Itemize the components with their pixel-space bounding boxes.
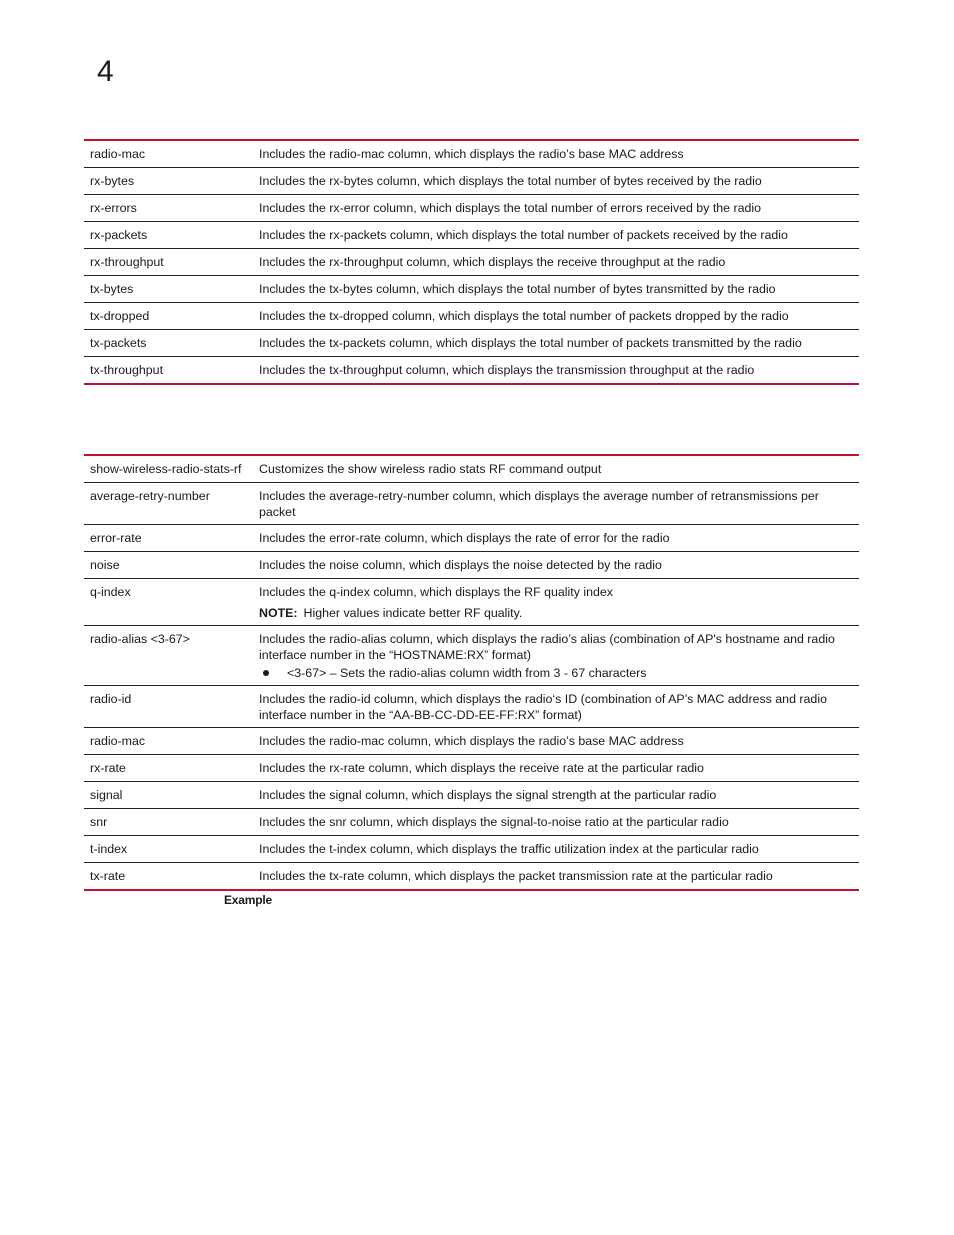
param-name: t-index (84, 836, 253, 863)
table-row (84, 168, 859, 195)
param-description: Includes the radio-id column, which displays the radio‘s ID (combination of AP’s MAC address and radio interface number in the “AA-BB-CC-DD-EE-FF:RX” format) (253, 686, 859, 728)
chapter-number: 4 (97, 55, 114, 88)
param-description: Includes the radio-mac column, which displays the radio’s base MAC address (253, 140, 859, 168)
param-name: tx-dropped (84, 303, 253, 330)
param-description: Includes the rx-packets column, which displays the total number of packets received by the radio (253, 222, 859, 249)
table-row (84, 249, 859, 276)
bullet-item (259, 665, 851, 681)
table-row (84, 552, 859, 579)
param-description: Includes the rx-bytes column, which displays the total number of bytes received by the radio (253, 168, 859, 195)
param-name: snr (84, 809, 253, 836)
table-row (84, 809, 859, 836)
param-name: rx-bytes (84, 168, 253, 195)
param-description: Includes the snr column, which displays the signal-to-noise ratio at the particular radio (253, 809, 859, 836)
param-name: radio-id (84, 686, 253, 728)
param-description: Includes the radio-mac column, which displays the radio’s base MAC address (253, 728, 859, 755)
param-description: Includes the noise column, which displays the noise detected by the radio (253, 552, 859, 579)
table-row (84, 836, 859, 863)
param-name: rx-rate (84, 755, 253, 782)
param-name: tx-throughput (84, 357, 253, 385)
param-description: Includes the tx-dropped column, which displays the total number of packets dropped by the radio (253, 303, 859, 330)
rf-stats-options-table (84, 454, 859, 891)
param-name: radio-alias <3-67> (84, 626, 253, 686)
table-row (84, 330, 859, 357)
param-name: q-index (84, 579, 253, 626)
column-options-table (84, 139, 859, 385)
table-row (84, 626, 859, 686)
param-description: Includes the tx-throughput column, which displays the transmission throughput at the radio (253, 357, 859, 385)
param-name: noise (84, 552, 253, 579)
table-row (84, 782, 859, 809)
note (259, 605, 851, 621)
table-row (84, 483, 859, 525)
param-name: radio-mac (84, 140, 253, 168)
param-description: Includes the rx-throughput column, which displays the receive throughput at the radio (253, 249, 859, 276)
param-description: Includes the rx-rate column, which displays the receive rate at the particular radio (253, 755, 859, 782)
table-row (84, 357, 859, 385)
param-description-cell (253, 626, 859, 686)
param-name: radio-mac (84, 728, 253, 755)
param-name: tx-packets (84, 330, 253, 357)
param-name: signal (84, 782, 253, 809)
table-row (84, 195, 859, 222)
param-description: Includes the radio-alias column, which displays the radio’s alias (combination of AP's hostname and radio interface number in the “HOSTNAME:RX” format) (259, 632, 835, 662)
table-row (84, 579, 859, 626)
param-name: tx-bytes (84, 276, 253, 303)
table-row (84, 863, 859, 891)
param-name: average-retry-number (84, 483, 253, 525)
param-description: Customizes the show wireless radio stats RF command output (253, 455, 859, 483)
table-row (84, 140, 859, 168)
param-name: tx-rate (84, 863, 253, 891)
param-name: rx-packets (84, 222, 253, 249)
param-name: rx-throughput (84, 249, 253, 276)
table-row (84, 276, 859, 303)
param-description: Includes the t-index column, which displays the traffic utilization index at the particular radio (253, 836, 859, 863)
table-row (84, 455, 859, 483)
table-row (84, 755, 859, 782)
bullet-dot-icon (263, 670, 269, 676)
param-description: Includes the signal column, which displays the signal strength at the particular radio (253, 782, 859, 809)
param-description: Includes the tx-packets column, which displays the total number of packets transmitted by the radio (253, 330, 859, 357)
param-description: Includes the average-retry-number column, which displays the average number of retransmissions per packet (253, 483, 859, 525)
param-name: rx-errors (84, 195, 253, 222)
table-row (84, 728, 859, 755)
table-row (84, 525, 859, 552)
bullet-text: <3-67> – Sets the radio-alias column width from 3 - 67 characters (287, 666, 647, 680)
param-name: error-rate (84, 525, 253, 552)
param-description: Includes the tx-bytes column, which displays the total number of bytes transmitted by the radio (253, 276, 859, 303)
note-text: Higher values indicate better RF quality. (303, 606, 523, 620)
table-row (84, 222, 859, 249)
param-description: Includes the error-rate column, which displays the rate of error for the radio (253, 525, 859, 552)
example-heading: Example (224, 893, 272, 907)
table-row (84, 303, 859, 330)
param-name: show-wireless-radio-stats-rf (84, 455, 253, 483)
note-label: NOTE: (259, 606, 298, 620)
table-row (84, 686, 859, 728)
param-description: Includes the rx-error column, which displays the total number of errors received by the radio (253, 195, 859, 222)
param-description: Includes the q-index column, which displays the RF quality index (259, 585, 614, 599)
param-description-cell (253, 579, 859, 626)
param-description: Includes the tx-rate column, which displays the packet transmission rate at the particular radio (253, 863, 859, 891)
